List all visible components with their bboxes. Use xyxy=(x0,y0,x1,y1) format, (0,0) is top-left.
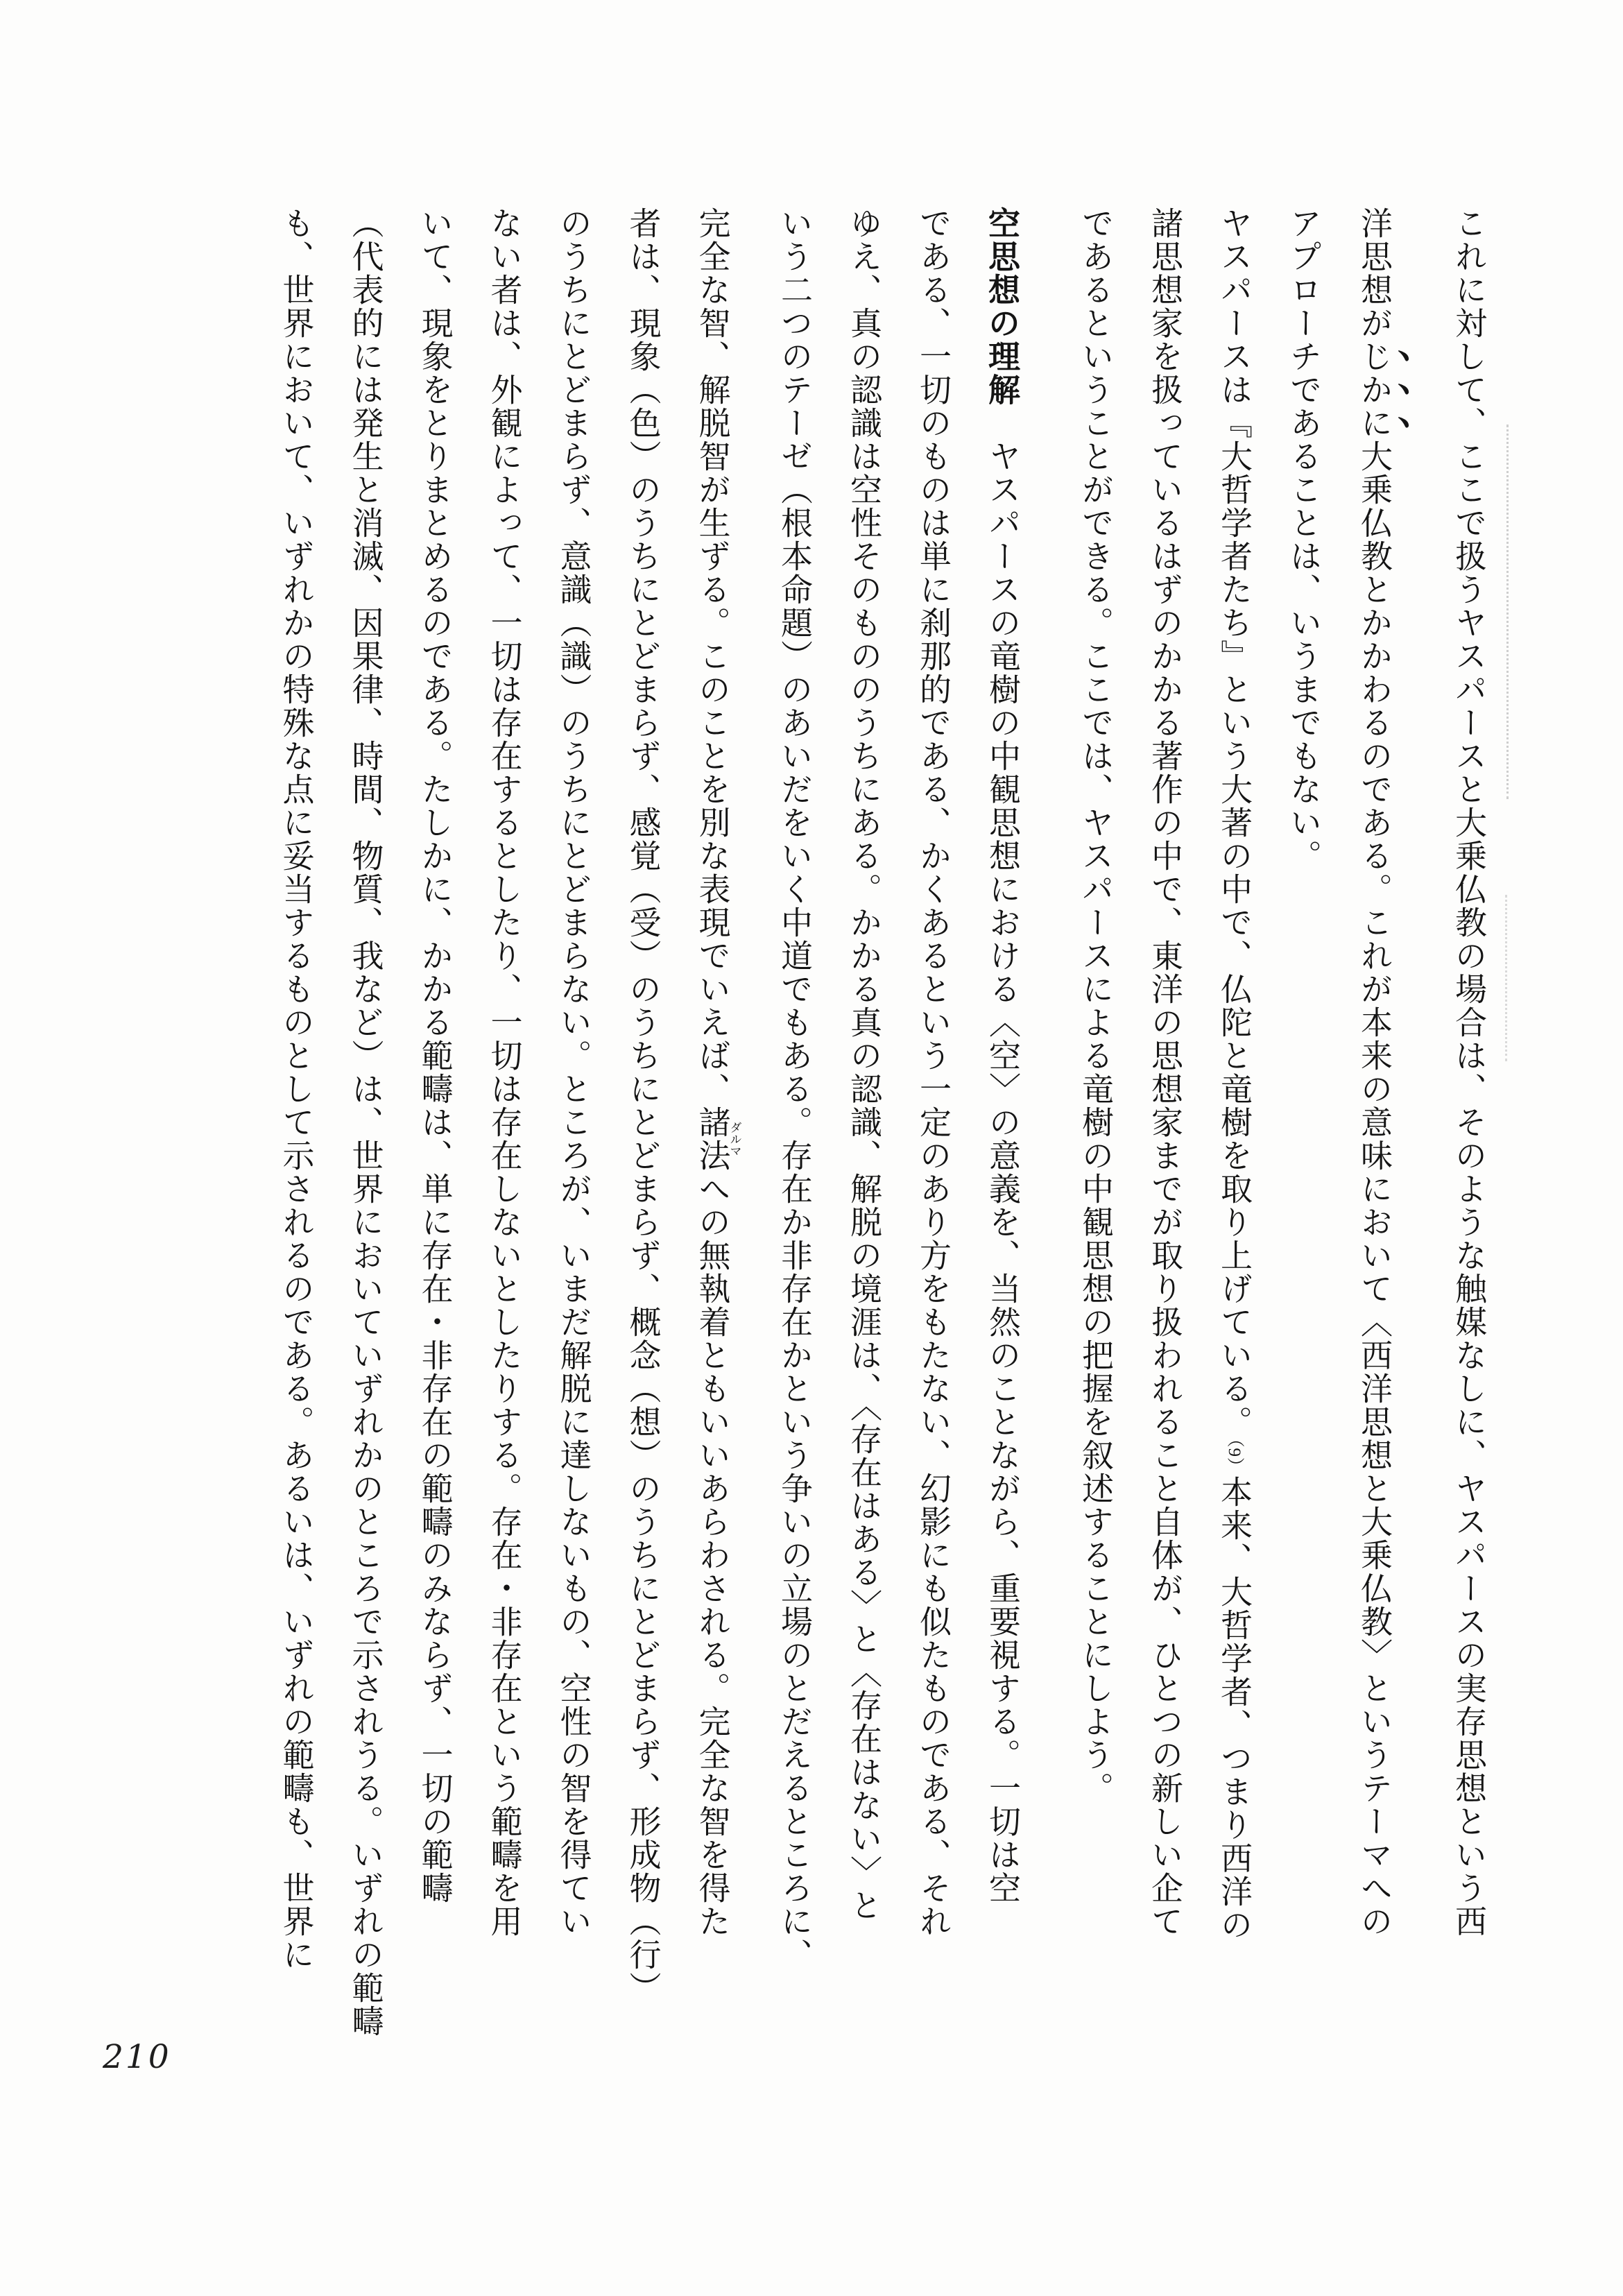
text-column xyxy=(627,207,659,2052)
text-run: であるということができる。ここでは、ヤスパースによる竜樹の中観思想の把握を叙述することにしよう。 xyxy=(1078,207,1113,1805)
text-run: 完全な智、解脱智が生ずる。このことを別な表現でいえば、 xyxy=(694,207,730,1106)
scan-artifact xyxy=(1506,425,1509,799)
text-column xyxy=(1079,207,1111,2052)
text-column xyxy=(846,207,882,2052)
text-run: 本来、大哲学者、つまり西洋の xyxy=(1217,1475,1252,1942)
text-column xyxy=(1452,207,1484,2052)
page-number: 210 xyxy=(103,2038,171,2076)
text-column xyxy=(419,207,451,2052)
ruby-annotated-word: 諸法ダルマ xyxy=(694,1106,741,1172)
text-column xyxy=(1147,207,1183,2052)
text-column xyxy=(347,207,384,2052)
text-run: への無執着ともいいあらわされる。完全な智を得た xyxy=(694,1172,730,1938)
text-run: である、一切のものは単に刹那的である、かくあるという一定のあり方をもたない、幻影にも似たものである、それ xyxy=(916,207,951,1938)
text-column xyxy=(696,207,741,2052)
text-run: ない者は、外観によって、一切は存在するとしたり、一切は存在しないとしたりする。存在・非存在という範疇を用 xyxy=(486,207,522,1938)
text-run: 者は、現象（色）のうちにとどまらず、感覚（受）のうちにとどまらず、概念（想）のうちにとどまらず、形成物（行） xyxy=(625,207,661,2005)
text-column xyxy=(986,207,1018,2052)
text-run: 大乗仏教とかかわるのである。これが本来の意味において〈西洋思想と大乗仏教〉というテーマへの xyxy=(1357,440,1392,1938)
text-column xyxy=(280,207,312,2052)
text-column xyxy=(1287,207,1319,2052)
text-run: ヤスパースは『大哲学者たち』という大著の中で、仏陀と竜樹を取り上げている。 xyxy=(1217,207,1252,1439)
text-column xyxy=(488,207,520,2052)
text-run: も、世界において、いずれかの特殊な点に妥当するものとして示されるのである。あるいは、いずれの範疇も、世界に xyxy=(278,207,314,1971)
text-run: いて、現象をとりまとめるのである。たしかに、かかる範疇は、単に存在・非存在の範疇のみならず、一切の範疇 xyxy=(417,207,453,1905)
text-run: （代表的には発生と消滅、因果律、時間、物質、我など）は、世界においていずれかのところで示されうる。いずれの範疇 xyxy=(347,207,384,2038)
text-column xyxy=(917,207,949,2052)
text-column xyxy=(1357,207,1415,2052)
text-run: 洋思想が xyxy=(1357,207,1392,340)
emphasized-text: じかに xyxy=(1357,340,1392,440)
text-run: いう二つのテーゼ（根本命題）のあいだをいく中道でもある。存在か非存在かという争いの立場のとだえるところに、 xyxy=(777,207,812,1971)
text-column xyxy=(778,207,810,2052)
text-run: のうちにとどまらず、意識（識）のうちにとどまらない。ところが、いまだ解脱に達しないもの、空性の智を得てい xyxy=(556,207,592,1938)
text-run: ゆえ、真の認識は空性そのもののうちにある。かかる真の認識、解脱の境涯は、〈存在はある〉と〈存在はない〉と xyxy=(846,207,882,1922)
footnote-marker: （9） xyxy=(1225,1439,1244,1475)
text-column xyxy=(558,207,590,2052)
text-run: ヤスパースの竜樹の中観思想における〈空〉の意義を、当然のことながら、重要視する。一切は空 xyxy=(985,406,1020,1905)
page-text xyxy=(243,207,1485,2052)
text-run: 諸思想家を扱っているはずのかかる著作の中で、東洋の思想家までが取り扱われること自体が、ひとつの新しい企て xyxy=(1147,207,1183,1938)
section-heading: 空思想の理解 xyxy=(984,207,1020,406)
text-run: アプローチであることは、いうまでもない。 xyxy=(1286,207,1321,873)
text-run: これに対して、ここで扱うヤスパースと大乗仏教の場合は、そのような触媒なしに、ヤスパースの実存思想という西 xyxy=(1451,207,1486,1938)
text-column xyxy=(1218,207,1250,2052)
scan-artifact xyxy=(1505,895,1507,1061)
